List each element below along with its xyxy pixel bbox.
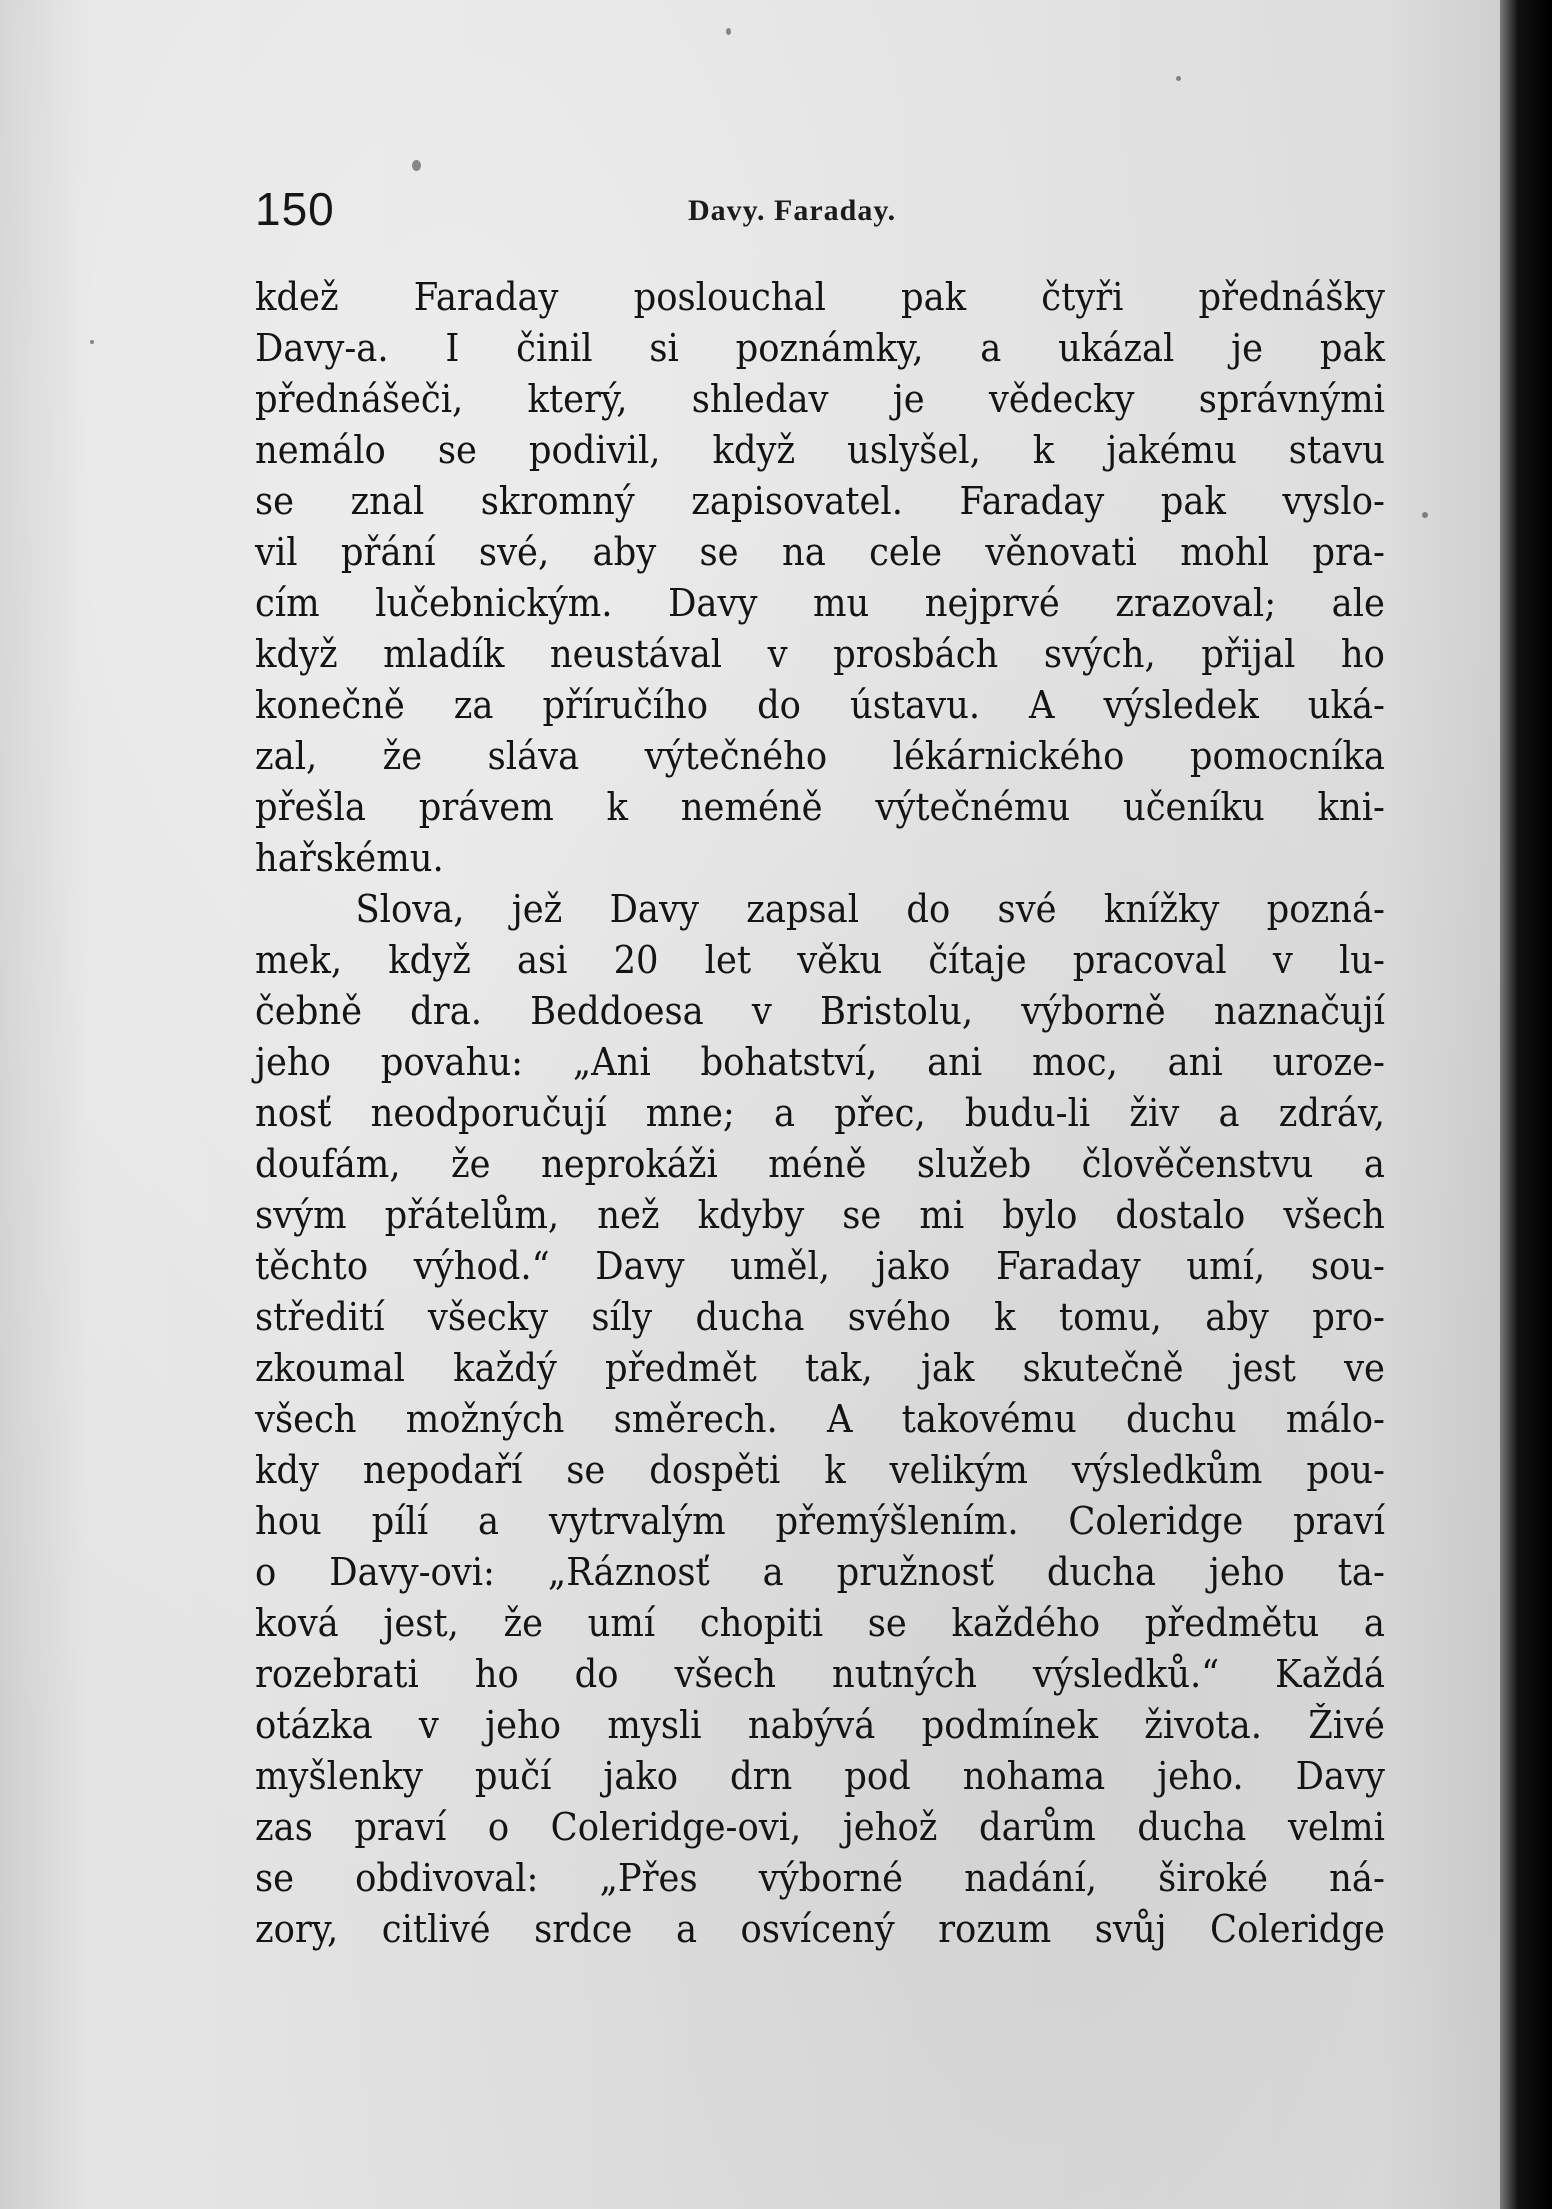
text-line: středití všecky síly ducha svého k tomu, aby pro-: [255, 1295, 1385, 1339]
text-line: otázka v jeho mysli nabývá podmínek života. Živé: [255, 1703, 1385, 1747]
print-speck: [412, 160, 421, 171]
text-line: doufám, že neprokáži méně služeb člověčenstvu a: [255, 1142, 1385, 1186]
text-line: konečně za příručího do ústavu. A výsledek uká-: [255, 683, 1385, 727]
text-line: všech možných směrech. A takovému duchu málo-: [255, 1397, 1385, 1441]
text-line: hou pílí a vytrvalým přemýšlením. Coleridge praví: [255, 1499, 1385, 1543]
text-line: čebně dra. Beddoesa v Bristolu, výborně naznačují: [255, 989, 1385, 1033]
text-line: se obdivoval: „Přes výborné nadání, široké ná-: [255, 1856, 1385, 1900]
print-speck: [90, 340, 94, 344]
text-line: se znal skromný zapisovatel. Faraday pak vyslo-: [255, 479, 1385, 523]
text-line: o Davy-ovi: „Ráznosť a pružnosť ducha jeho ta-: [255, 1550, 1385, 1594]
text-line: jeho povahu: „Ani bohatství, ani moc, ani uroze-: [255, 1040, 1385, 1084]
paragraph-end-line: hařskému.: [255, 836, 444, 880]
book-binding-shadow: [1500, 0, 1552, 2209]
text-line: vil přání své, aby se na cele věnovati mohl pra-: [255, 530, 1385, 574]
text-line: rozebrati ho do všech nutných výsledků.“ Každá: [255, 1652, 1385, 1696]
text-line: přešla právem k neméně výtečnému učeníku kni-: [255, 785, 1385, 829]
text-line: svým přátelům, než kdyby se mi bylo dostalo všech: [255, 1193, 1385, 1237]
page-number: 150: [255, 183, 335, 235]
text-line: myšlenky pučí jako drn pod nohama jeho. Davy: [255, 1754, 1385, 1798]
text-line: přednášeči, který, shledav je vědecky správnými: [255, 377, 1385, 421]
text-line: nosť neodporučují mne; a přec, budu-li živ a zdráv,: [255, 1091, 1385, 1135]
page-header: [255, 182, 955, 242]
text-line: Davy-a. I činil si poznámky, a ukázal je pak: [255, 326, 1385, 370]
text-line: zkoumal každý předmět tak, jak skutečně jest ve: [255, 1346, 1385, 1390]
text-line: nemálo se podivil, když uslyšel, k jakému stavu: [255, 428, 1385, 472]
print-speck: [1176, 76, 1181, 81]
text-line: cím lučebnickým. Davy mu nejprvé zrazoval; ale: [255, 581, 1385, 625]
print-speck: [726, 28, 731, 35]
text-line: kdy nepodaří se dospěti k velikým výsledkům pou-: [255, 1448, 1385, 1492]
text-line: když mladík neustával v prosbách svých, přijal ho: [255, 632, 1385, 676]
text-line: těchto výhod.“ Davy uměl, jako Faraday umí, sou-: [255, 1244, 1385, 1288]
text-line: zal, že sláva výtečného lékárnického pomocníka: [255, 734, 1385, 778]
text-line: kdež Faraday poslouchal pak čtyři přednášky: [255, 275, 1385, 319]
running-head: Davy. Faraday.: [688, 194, 897, 227]
text-line: mek, když asi 20 let věku čítaje pracoval v lu-: [255, 938, 1385, 982]
print-speck: [1422, 512, 1428, 518]
text-line: ková jest, že umí chopiti se každého předmětu a: [255, 1601, 1385, 1645]
text-line: zory, citlivé srdce a osvícený rozum svůj Coleridge: [255, 1907, 1385, 1951]
paragraph-start-line: Slova, jež Davy zapsal do své knížky pozná-: [355, 887, 1385, 931]
body-text: [255, 272, 1385, 1955]
text-line: zas praví o Coleridge-ovi, jehož darům ducha velmi: [255, 1805, 1385, 1849]
